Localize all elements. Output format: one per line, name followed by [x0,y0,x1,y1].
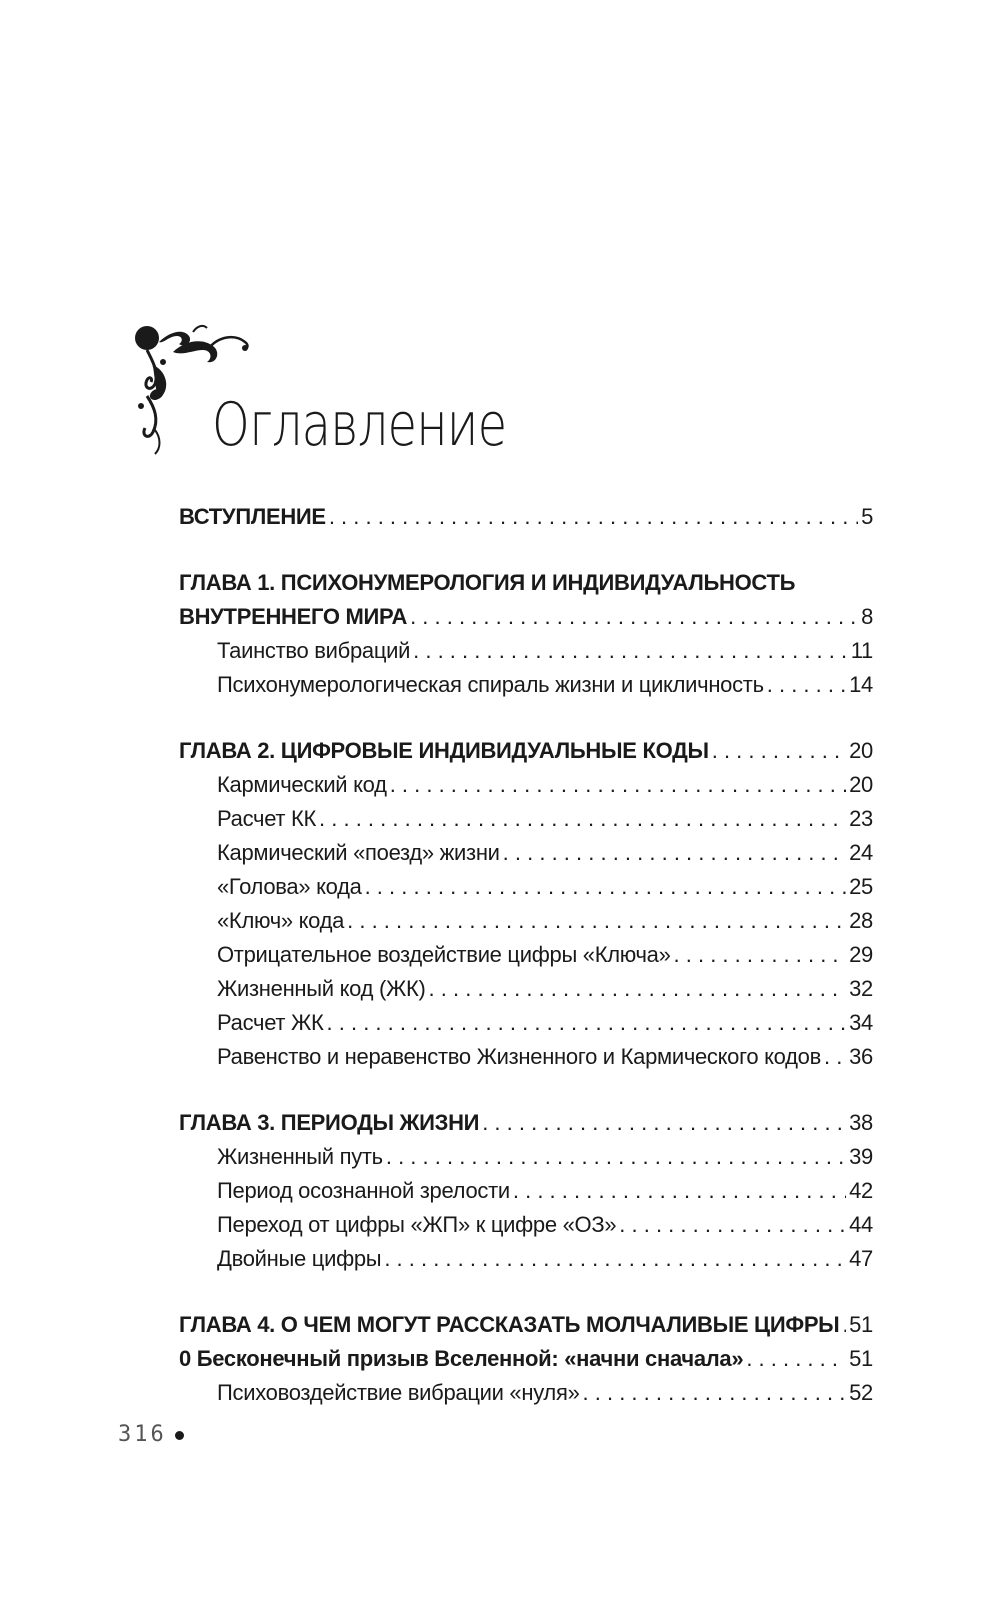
dot-leader [482,1106,846,1140]
toc-entry-page: 36 [849,1044,873,1069]
toc-entry-page: 24 [849,840,873,865]
toc-entry-label: Двойные цифры [217,1246,382,1271]
toc-entry-page: 47 [849,1246,873,1271]
toc-entry-page: 39 [849,1144,873,1169]
toc-entry-page: 42 [849,1178,873,1203]
dot-leader [365,870,847,904]
toc-chapter-1-heading[interactable] [179,566,873,600]
toc-entry-label: «Ключ» кода [217,908,345,933]
page-number: 316 [118,1422,167,1447]
toc-entry-label: «Голова» кода [217,874,362,899]
toc-entry-page: 20 [849,738,873,763]
toc-subentry[interactable] [179,836,873,870]
toc-entry-label: Таинство вибраций [217,638,411,663]
toc-entry-label: Жизненный путь [217,1144,383,1169]
toc-entry-label: ВСТУПЛЕНИЕ [179,504,326,529]
toc-subentry[interactable] [179,1040,873,1074]
toc-subentry[interactable] [179,1376,873,1410]
toc-entry-label: ВНУТРЕННЕГО МИРА [179,604,408,629]
toc-entry-label: Расчет КК [217,806,317,831]
toc-entry-label: Расчет ЖК [217,1010,324,1035]
table-of-contents [179,500,873,1410]
dot-leader [824,1040,846,1074]
toc-chapter-2[interactable] [179,734,873,768]
dot-leader [386,1140,846,1174]
dot-leader [329,500,858,534]
toc-entry-page: 5 [861,504,873,529]
toc-subentry[interactable] [179,1208,873,1242]
dot-leader [842,1308,846,1342]
toc-entry-page: 34 [849,1010,873,1035]
dot-leader [712,734,846,768]
dot-leader [619,1208,846,1242]
toc-section[interactable] [179,1342,873,1376]
toc-subentry[interactable] [179,938,873,972]
toc-chapter-3[interactable] [179,1106,873,1140]
toc-entry-intro[interactable] [179,500,873,534]
toc-entry-label: Отрицательное воздействие цифры «Ключа» [217,942,671,967]
toc-entry-label: Переход от цифры «ЖП» к цифре «ОЗ» [217,1212,617,1237]
toc-subentry[interactable] [179,802,873,836]
toc-entry-page: 29 [849,942,873,967]
toc-entry-page: 38 [849,1110,873,1135]
toc-subentry[interactable] [179,768,873,802]
toc-entry-page: 25 [849,874,873,899]
toc-entry-label: Жизненный код (ЖК) [217,976,426,1001]
dot-leader [390,768,846,802]
dot-leader [503,836,846,870]
toc-subentry[interactable] [179,972,873,1006]
dot-leader [319,802,846,836]
toc-chapter-4[interactable] [179,1308,873,1342]
toc-entry-label: ГЛАВА 2. ЦИФРОВЫЕ ИНДИВИДУАЛЬНЫЕ КОДЫ [179,738,709,763]
toc-entry-label: Период осознанной зрелости [217,1178,510,1203]
page-title: Оглавление [212,390,507,460]
toc-entry-page: 51 [849,1346,873,1371]
dot-leader [327,1006,847,1040]
dot-leader [429,972,847,1006]
toc-entry-label: Равенство и неравенство Жизненного и Кармического кодов [217,1044,821,1069]
toc-subentry[interactable] [179,870,873,904]
page-footer [118,1422,184,1447]
toc-entry-page: 28 [849,908,873,933]
toc-subentry[interactable] [179,1140,873,1174]
toc-entry-label: Кармический код [217,772,387,797]
toc-chapter-1[interactable] [179,600,873,634]
toc-entry-page: 11 [850,638,873,663]
toc-entry-label: ГЛАВА 1. ПСИХОНУМЕРОЛОГИЯ И ИНДИВИДУАЛЬНОСТЬ [179,570,796,595]
toc-subentry[interactable] [179,634,873,668]
dot-leader [674,938,847,972]
bullet-icon [175,1431,184,1440]
toc-subentry[interactable] [179,1006,873,1040]
toc-entry-page: 8 [861,604,873,629]
toc-entry-page: 20 [849,772,873,797]
toc-entry-label: Психонумерологическая спираль жизни и цикличность [217,672,764,697]
dot-leader [767,668,846,702]
toc-entry-page: 52 [849,1380,873,1405]
toc-entry-label: 0 Бесконечный призыв Вселенной: «начни сначала» [179,1346,744,1371]
toc-entry-label: Психовоздействие вибрации «нуля» [217,1380,580,1405]
toc-entry-page: 51 [849,1312,873,1337]
toc-entry-page: 32 [849,976,873,1001]
toc-subentry[interactable] [179,1242,873,1276]
dot-leader [746,1342,846,1376]
toc-entry-page: 23 [849,806,873,831]
toc-entry-page: 14 [849,672,873,697]
toc-subentry[interactable] [179,668,873,702]
dot-leader [413,634,848,668]
dot-leader [384,1242,846,1276]
toc-entry-page: 44 [849,1212,873,1237]
dot-leader [583,1376,847,1410]
toc-subentry[interactable] [179,1174,873,1208]
dot-leader [513,1174,846,1208]
toc-subentry[interactable] [179,904,873,938]
toc-entry-label: ГЛАВА 4. О ЧЕМ МОГУТ РАССКАЗАТЬ МОЛЧАЛИВЫЕ ЦИФРЫ [179,1312,840,1337]
toc-entry-label: ГЛАВА 3. ПЕРИОДЫ ЖИЗНИ [179,1110,480,1135]
dot-leader [410,600,858,634]
toc-entry-label: Кармический «поезд» жизни [217,840,500,865]
dot-leader [347,904,846,938]
